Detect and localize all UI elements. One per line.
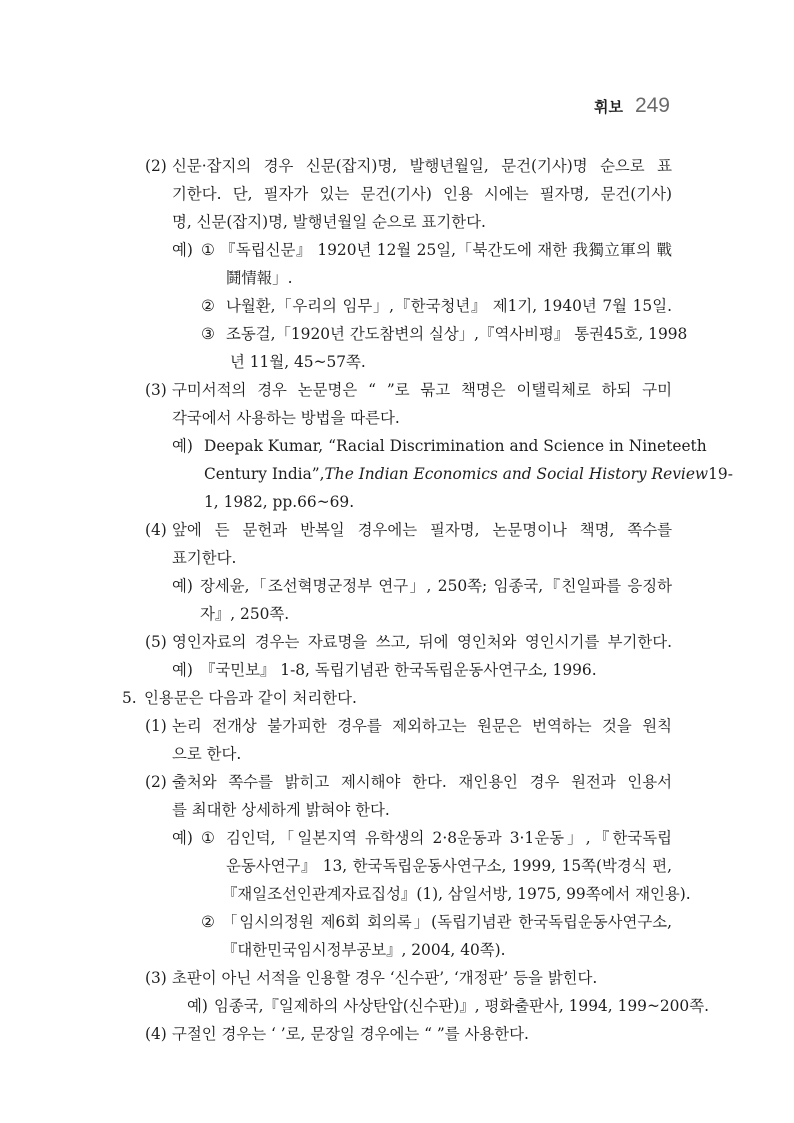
line-text: 조동걸,「1920년 간도참변의 실상」,『역사비평』 통권45호, 1998 [226,325,688,343]
example-marker: ① [201,829,215,847]
line-text: 나월환,「우리의 임무」,『한국청년』 제1기, 1940년 7월 15일. [226,297,672,315]
example-marker: ② [201,297,215,315]
section-number: 5. [122,689,137,707]
example-label: 예) [187,997,208,1015]
item-number: (4) [145,1025,167,1043]
line-text: 구미서적의 경우 논문명은 “ ”로 묶고 책명은 이탤릭체로 하되 구미 [172,381,672,399]
line-text: 영인자료의 경우는 자료명을 쓰고, 뒤에 영인처와 영인시기를 부기한다. [172,633,672,651]
page-number: 249 [634,94,670,117]
line-text: 를 최대한 상세하게 밝혀야 한다. [172,801,390,819]
item-number: (5) [145,633,167,651]
text-line [0,600,794,628]
text-line [0,180,794,208]
line-text: 자』, 250쪽. [200,605,290,623]
text-line [0,684,794,712]
line-text: 『대한민국임시정부공보』, 2004, 40쪽). [222,941,506,959]
text-line [0,376,794,404]
example-marker: ① [201,241,215,259]
line-text: 출처와 쪽수를 밝히고 제시해야 한다. 재인용인 경우 원전과 인용서 [172,773,672,791]
line-text: 기한다. 단, 필자가 있는 문건(기사) 인용 시에는 필자명, 문건(기사) [172,185,672,203]
line-text: 김인덕,「일본지역 유학생의 2·8운동과 3·1운동」,『한국독립 [226,829,672,847]
text-line [0,992,794,1020]
text-line [0,936,794,964]
text-line [0,264,794,292]
example-label: 예) [172,829,193,847]
text-line [0,544,794,572]
line-text: 鬪情報」. [226,269,293,287]
example-marker: ② [201,913,215,931]
line-text: Deepak Kumar, “Racial Discrimination and Science in Nineteeth [204,437,707,455]
item-number: (3) [145,381,167,399]
text-line [0,460,794,488]
text-line [0,516,794,544]
text-line [0,852,794,880]
text-line [0,964,794,992]
text-line [0,656,794,684]
text-line [0,824,794,852]
line-text: 초판이 아닌 서적을 인용할 경우 ‘신수판’, ‘개정판’ 등을 밝힌다. [172,969,598,987]
item-number: (4) [145,521,167,539]
text-line [0,488,794,516]
text-line [0,208,794,236]
text-line [0,404,794,432]
line-text: 임종국,『일제하의 사상탄압(신수판)』, 평화출판사, 1994, 199~200쪽. [214,997,709,1015]
line-text: Century India”, The Indian Economics and Social History Review 19- [204,460,672,488]
text-line [0,1020,794,1048]
text-line [0,320,794,348]
text-line [0,796,794,824]
line-text: 표기한다. [172,549,237,567]
line-text: 『국민보』 1-8, 독립기념관 한국독립운동사연구소, 1996. [200,661,597,679]
item-number: (2) [145,773,167,791]
item-number: (3) [145,969,167,987]
line-text: 장세윤,「조선혁명군정부 연구」, 250쪽; 임종국,『친일파를 응징하 [200,577,672,595]
line-text: 앞에 든 문헌과 반복일 경우에는 필자명, 논문명이나 책명, 쪽수를 [172,521,672,539]
text-line [0,712,794,740]
line-text: 인용문은 다음과 같이 처리한다. [144,689,357,707]
text-line [0,572,794,600]
example-marker: ③ [201,325,215,343]
text-line [0,740,794,768]
line-text: 년 11월, 45~57쪽. [230,353,366,371]
example-label: 예) [172,577,193,595]
text-line [0,432,794,460]
example-label: 예) [172,241,193,259]
line-text: 신문·잡지의 경우 신문(잡지)명, 발행년월일, 문건(기사)명 순으로 표 [172,157,672,175]
example-label: 예) [172,661,193,679]
line-text: 각국에서 사용하는 방법을 따른다. [172,409,400,427]
running-header [594,94,670,118]
running-header-title: 휘보 [593,98,623,116]
example-label: 예) [172,437,193,455]
text-line [0,348,794,376]
journal-title: The Indian Economics and Social History Review [324,465,709,483]
line-text: 구절인 경우는 ‘ ’로, 문장일 경우에는 “ ”를 사용한다. [172,1025,529,1043]
text-line [0,908,794,936]
item-number: (1) [145,717,167,735]
line-text: 으로 한다. [172,745,242,763]
line-text: 1, 1982, pp.66~69. [204,493,355,511]
text-line [0,152,794,180]
line-text: 운동사연구』 13, 한국독립운동사연구소, 1999, 15쪽(박경식 편, [226,857,672,875]
text-line [0,628,794,656]
text-line [0,880,794,908]
line-text: 『재일조선인관계자료집성』(1), 삼일서방, 1975, 99쪽에서 재인용). [222,885,691,903]
text-line [0,236,794,264]
text-line [0,292,794,320]
line-text: 「임시의정원 제6회 회의록」(독립기념관 한국독립운동사연구소, [222,913,672,931]
line-text: 명, 신문(잡지)명, 발행년월일 순으로 표기한다. [172,213,486,231]
line-text: 『독립신문』 1920년 12월 25일,「북간도에 재한 我獨立軍의 戰 [220,241,672,259]
item-number: (2) [145,157,167,175]
line-text: 논리 전개상 불가피한 경우를 제외하고는 원문은 번역하는 것을 원칙 [172,717,672,735]
text-line [0,768,794,796]
